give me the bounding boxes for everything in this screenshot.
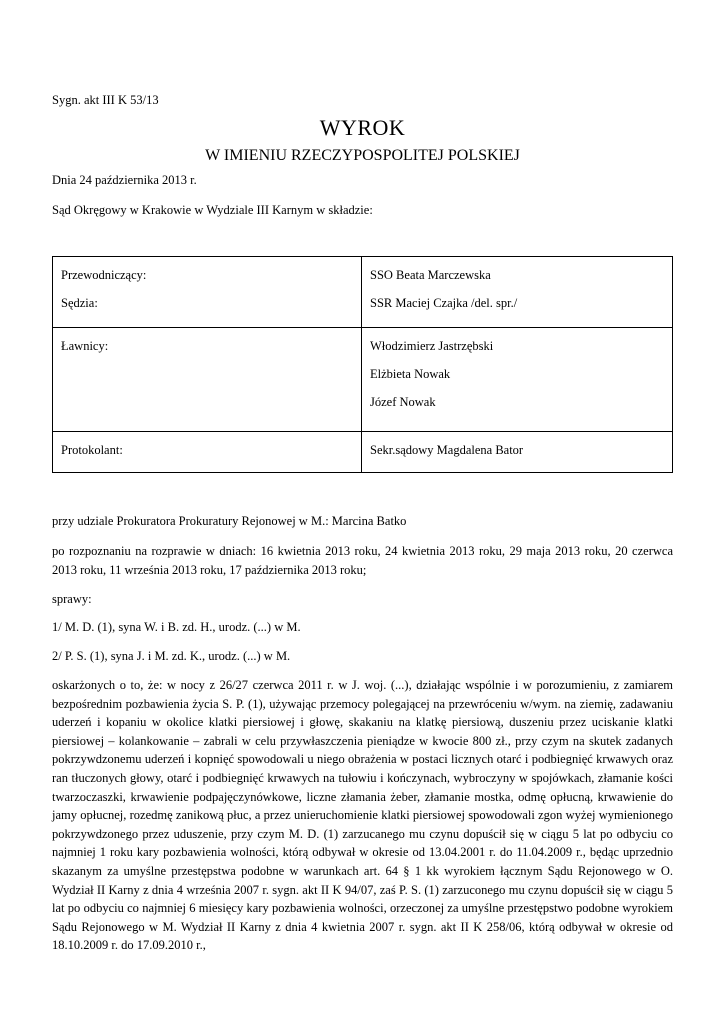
hearing-dates: po rozpoznaniu na rozprawie w dniach: 16 kwietnia 2013 roku, 24 kwietnia 2013 roku, 29 maja 2013 roku, 20 czerwca 2013 roku, 11 września 2013 roku, 17 października 2013 roku; [52, 544, 673, 577]
defendant-1: 1/ M. D. (1), syna W. i B. zd. H., urodz. (...) w M. [52, 620, 301, 634]
cases-label: sprawy: [52, 592, 92, 606]
prosecutor-line: przy udziale Prokuratora Prokuratury Rejonowej w M.: Marcina Batko [52, 514, 407, 528]
defendant-2: 2/ P. S. (1), syna J. i M. zd. K., urodz. (...) w M. [52, 649, 291, 663]
panel-label: Sędzia: [61, 296, 98, 310]
panel-label-cell [53, 432, 362, 473]
panel-row-presiding [53, 257, 673, 328]
panel-value-cell [362, 432, 673, 473]
panel-label-cell [53, 328, 362, 432]
panel-value: Józef Nowak [370, 395, 436, 409]
panel-value-cell [362, 257, 673, 328]
panel-value: SSO Beata Marczewska [370, 268, 491, 282]
panel-row-lay-judges [53, 328, 673, 432]
panel-label: Przewodniczący: [61, 268, 147, 282]
panel-value: Elżbieta Nowak [370, 367, 451, 381]
charge-paragraph: oskarżonych o to, że: w nocy z 26/27 czerwca 2011 r. w J. woj. (...), działając wspólnie i w porozumieniu, z zamiarem bezpośrednim pozbawienia życia S. P. (1), używając przemocy polegającej na przewróceniu w/wym. na ziemię, zadawaniu uderzeń i kopaniu w okolice klatki piersiowej i głowę, skakaniu na klatkę piersiową, duszeniu przez uciskanie klatki piersiowej – kolankowanie – zabrali w celu przywłaszczenia pieniądze w kwocie 800 zł., przy czym na skutek zadanych pokrzywdzonemu uderzeń i kopnięć spowodowali u niego obrażenia w postaci licznych otarć i podbiegnięć krwawych oraz ran tłuczonych głowy, otarć i podbiegnięć krwawych na tułowiu i kończynach, wybroczyny w spojówkach, złamanie kości twarzoczaszki, krwawienie podpajęczynówkowe, liczne złamania żeber, złamanie mostka, odmę opłucną, krwawienie do jamy opłucnej, rozedmę zanikową płuc, a przez unieruchomienie klatki piersiowej spowodowali zgon wyżej wymienionego pokrzywdzonego przez uduszenie, przy czym M. D. (1) zarzucanego mu czynu dopuścił się w ciągu 5 lat po odbyciu co najmniej 1 roku kary pozbawienia wolności, którą odbywał w okresie od 13.04.2001 r. do 11.04.2009 r., będąc uprzednio skazanym za umyślne przestępstwa podobne w warunkach art. 64 § 1 kk wyrokiem łącznym Sądu Rejonowego w O. Wydział II Karny z dnia 4 września 2007 r. sygn. akt II K 94/07, zaś P. S. (1) zarzuconego mu czynu dopuścił się w ciągu 5 lat po odbyciu co najmniej 6 miesięcy kary pozbawienia wolności, orzeczonej za umyślne przestępstwo podobne wyrokiem Sądu Rejonowego w M. Wydział II Karny z dnia 4 kwietnia 2007 r. sygn. akt II K 258/06, którą odbywał w okresie od 18.10.2009 r. do 17.09.2010 r., [52, 678, 673, 953]
date-line: Dnia 24 października 2013 r. [52, 173, 197, 187]
panel-row-clerk [53, 432, 673, 473]
panel-value: Sekr.sądowy Magdalena Bator [370, 443, 524, 457]
document-title: WYROK [319, 115, 406, 140]
case-signature: Sygn. akt III K 53/13 [52, 93, 159, 107]
panel-label: Protokolant: [61, 443, 123, 457]
panel-value: SSR Maciej Czajka /del. spr./ [370, 296, 518, 310]
document-subtitle: W IMIENIU RZECZYPOSPOLITEJ POLSKIEJ [205, 147, 520, 164]
panel-value: Włodzimierz Jastrzębski [370, 339, 494, 353]
panel-label-cell [53, 257, 362, 328]
court-panel-table [52, 256, 673, 473]
panel-value-cell [362, 328, 673, 432]
court-line: Sąd Okręgowy w Krakowie w Wydziale III Karnym w składzie: [52, 203, 373, 217]
panel-label: Ławnicy: [61, 339, 109, 353]
